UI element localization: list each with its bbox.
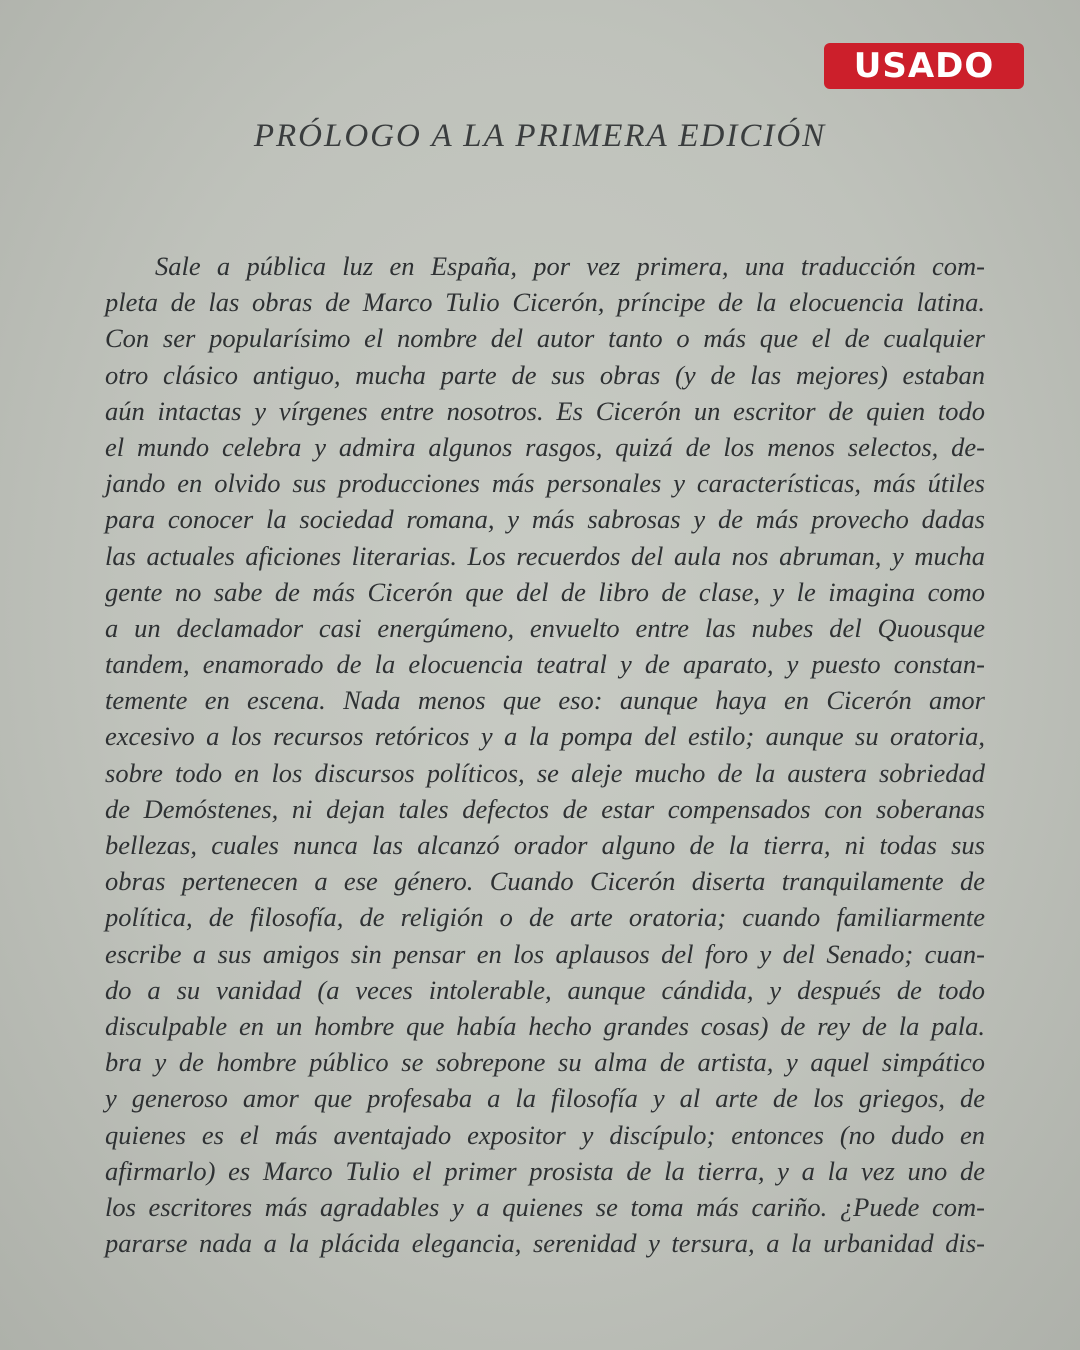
text-line: jando en olvido sus producciones más personales y características, más útiles bbox=[105, 468, 985, 499]
text-line: pleta de las obras de Marco Tulio Cicerón, príncipe de la elocuencia latina. bbox=[105, 287, 985, 318]
text-line: Con ser popularísimo el nombre del autor tanto o más que el de cualquier bbox=[105, 323, 985, 354]
text-line: a un declamador casi energúmeno, envuelto entre las nubes del Quousque bbox=[105, 612, 985, 643]
prologue-text bbox=[105, 248, 985, 1261]
page-title: PRÓLOGO A LA PRIMERA EDICIÓN bbox=[253, 118, 827, 154]
used-badge: USADO bbox=[824, 43, 1024, 89]
text-line: temente en escena. Nada menos que eso: aunque haya en Cicerón amor bbox=[105, 685, 985, 716]
text-line: de Demóstenes, ni dejan tales defectos de estar compensados con soberanas bbox=[105, 793, 985, 824]
text-line: pararse nada a la plácida elegancia, serenidad y tersura, a la urbanidad dis- bbox=[105, 1228, 985, 1259]
text-line: gente no sabe de más Cicerón que del de libro de clase, y le imagina como bbox=[105, 576, 985, 607]
text-line: excesivo a los recursos retóricos y a la pompa del estilo; aunque su oratoria, bbox=[105, 721, 985, 752]
text-line: escribe a sus amigos sin pensar en los aplausos del foro y del Senado; cuan- bbox=[105, 938, 985, 969]
text-line: bra y de hombre público se sobrepone su alma de artista, y aquel simpático bbox=[105, 1047, 985, 1078]
text-line: disculpable en un hombre que había hecho grandes cosas) de rey de la pala. bbox=[105, 1010, 985, 1041]
text-line: do a su vanidad (a veces intolerable, aunque cándida, y después de todo bbox=[105, 974, 985, 1005]
text-line: tandem, enamorado de la elocuencia teatral y de aparato, y puesto constan- bbox=[105, 649, 985, 680]
text-line: obras pertenecen a ese género. Cuando Cicerón diserta tranquilamente de bbox=[105, 866, 985, 897]
text-line: aún intactas y vírgenes entre nosotros. Es Cicerón un escritor de quien todo bbox=[105, 395, 985, 426]
text-line: bellezas, cuales nunca las alcanzó orador alguno de la tierra, ni todas sus bbox=[105, 830, 985, 860]
text-line: las actuales aficiones literarias. Los recuerdos del aula nos abruman, y mucha bbox=[105, 540, 985, 571]
text-line: los escritores más agradables y a quienes se toma más cariño. ¿Puede com- bbox=[105, 1191, 985, 1222]
text-line: y generoso amor que profesaba a la filosofía y al arte de los griegos, de bbox=[105, 1083, 985, 1114]
text-line: política, de filosofía, de religión o de arte oratoria; cuando familiarmente bbox=[105, 902, 985, 933]
text-line: afirmarlo) es Marco Tulio el primer prosista de la tierra, y a la vez uno de bbox=[105, 1155, 985, 1186]
text-line: sobre todo en los discursos políticos, se aleje mucho de la austera sobriedad bbox=[105, 757, 985, 788]
text-line: quienes es el más aventajado expositor y discípulo; entonces (no dudo en bbox=[105, 1119, 985, 1150]
text-line: el mundo celebra y admira algunos rasgos, quizá de los menos selectos, de- bbox=[105, 431, 985, 462]
text-line: Sale a pública luz en España, por vez primera, una traducción com- bbox=[155, 251, 985, 281]
text-line: otro clásico antiguo, mucha parte de sus obras (y de las mejores) estaban bbox=[105, 359, 985, 390]
text-line: para conocer la sociedad romana, y más sabrosas y de más provecho dadas bbox=[105, 504, 985, 535]
